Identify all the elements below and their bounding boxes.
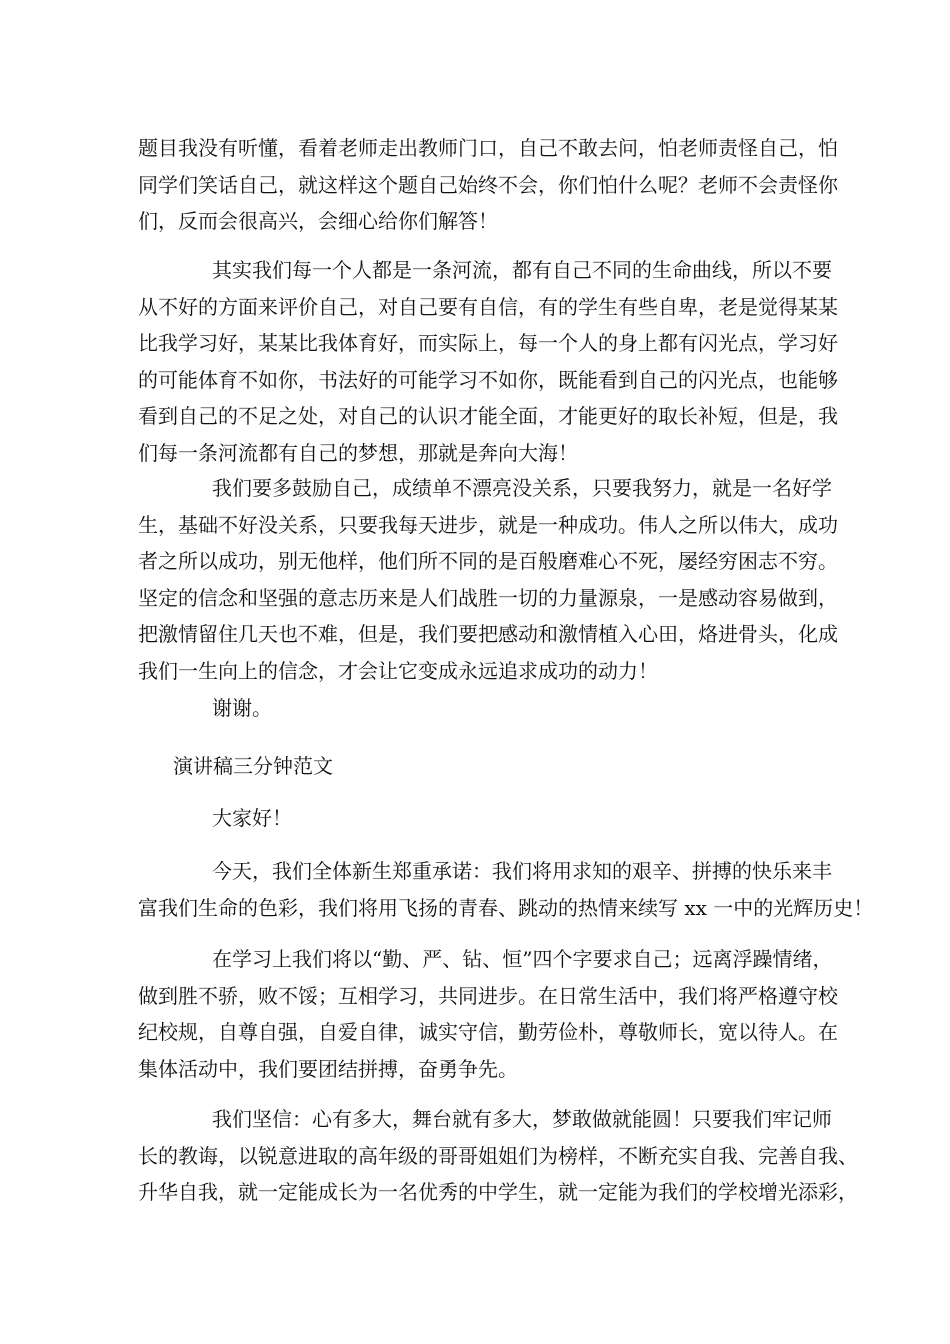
paragraph-line: 做到胜不骄，败不馁；互相学习，共同进步。在日常生活中，我们将严格遵守校 [138,983,838,1008]
paragraph-3 [138,470,838,689]
paragraph-5 [138,800,828,837]
paragraph-line: 把激情留住几天也不难，但是，我们要把感动和激情植入心田，烙进骨头，化成 [138,622,838,646]
heading-text: 演讲稿三分钟范文 [173,754,333,778]
paragraph-4 [138,690,828,727]
paragraph-line: 长的教诲，以锐意进取的高年级的哥哥姐姐们为榜样，不断充实自我、完善自我、 [138,1143,858,1168]
paragraph-line: 看到自己的不足之处，对自己的认识才能全面，才能更好的取长补短，但是，我 [138,404,838,428]
paragraph-line: 富我们生命的色彩，我们将用飞扬的青春、跳动的热情来续写 xx 一中的光辉历史！ [138,895,874,920]
paragraph-line: 大家好！ [212,806,292,830]
paragraph-line: 我们要多鼓励自己，成绩单不漂亮没关系，只要我努力，就是一名好学 [212,476,832,500]
paragraph-line: 升华自我，就一定能成长为一名优秀的中学生，就一定能为我们的学校增光添彩， [138,1180,858,1204]
paragraph-line: 谢谢。 [212,696,272,720]
paragraph-2 [138,252,838,471]
paragraph-7 [138,941,838,1087]
paragraph-line: 从不好的方面来评价自己，对自己要有自信，有的学生有些自卑，老是觉得某某 [138,294,838,319]
paragraph-8 [138,1101,858,1211]
paragraph-line: 们，反而会很高兴，会细心给你们解答！ [138,209,498,233]
paragraph-line: 其实我们每一个人都是一条河流，都有自己不同的生命曲线，所以不要 [212,258,832,282]
paragraph-line: 们每一条河流都有自己的梦想，那就是奔向大海！ [138,440,578,465]
paragraph-line: 集体活动中，我们要团结拼搏，奋勇争先。 [138,1056,518,1081]
paragraph-line: 题目我没有听懂，看着老师走出教师门口，自己不敢去问，怕老师责怪自己，怕 [138,136,838,160]
paragraph-line: 今天，我们全体新生郑重承诺：我们将用求知的艰辛、拼搏的快乐来丰 [212,859,832,883]
paragraph-line: 者之所以成功，别无他样，他们所不同的是百般磨难心不死，屡经穷困志不穷。 [138,549,838,573]
paragraph-line: 纪校规，自尊自强，自爱自律，诚实守信，勤劳俭朴，尊敬师长，宽以待人。在 [138,1020,838,1044]
paragraph-line: 我们一生向上的信念，才会让它变成永远追求成功的动力！ [138,658,658,683]
section-heading [138,748,828,785]
paragraph-line: 同学们笑话自己，就这样这个题自己始终不会，你们怕什么呢？老师不会责怪你 [138,172,838,197]
paragraph-line: 的可能体育不如你，书法好的可能学习不如你，既能看到自己的闪光点，也能够 [138,367,838,392]
paragraph-line: 比我学习好，某某比我体育好，而实际上，每一个人的身上都有闪光点，学习好 [138,331,838,355]
paragraph-1 [138,130,838,240]
paragraph-line: 我们坚信：心有多大，舞台就有多大，梦敢做就能圆！只要我们牢记师 [212,1107,832,1131]
paragraph-line: 生，基础不好没关系，只要我每天进步，就是一种成功。伟人之所以伟大，成功 [138,512,838,537]
paragraph-6 [138,853,874,926]
paragraph-line: 在学习上我们将以“勤、严、钻、恒”四个字要求自己；远离浮躁情绪， [212,947,833,971]
paragraph-line: 坚定的信念和坚强的意志历来是人们战胜一切的力量源泉，一是感动容易做到， [138,585,838,610]
